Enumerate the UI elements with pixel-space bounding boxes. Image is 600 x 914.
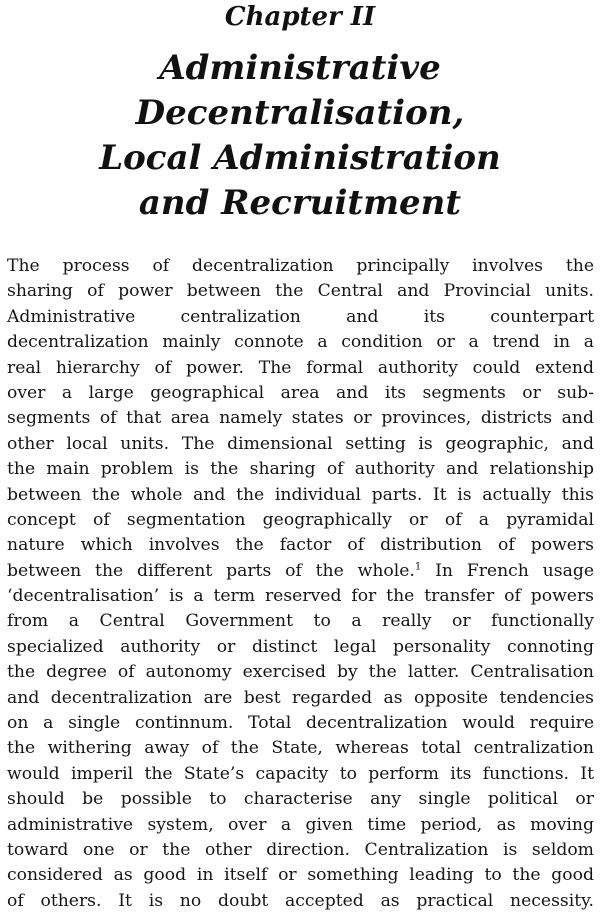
body-line: should be possible to characterise any single political or [7, 789, 594, 810]
body-line: the main problem is the sharing of authority and relationship [7, 459, 594, 480]
body-line: toward one or the other direction. Centralization is seldom [7, 839, 594, 860]
body-line: from a Central Government to a really or functionally [7, 611, 594, 632]
body-line: The process of decentralization principally involves the [7, 256, 594, 276]
body-line: Administrative centralization and its counterpart [7, 306, 594, 327]
chapter-title-line: Decentralisation, [135, 93, 465, 133]
body-line: and decentralization are best regarded as opposite tendencies [7, 687, 594, 708]
body-line: specialized authority or distinct legal personality connoting [7, 636, 594, 657]
body-line: real hierarchy of power. The formal authority could extend [7, 357, 594, 378]
chapter-label: Chapter II [224, 2, 376, 32]
body-line: decentralization mainly connote a condition or a trend in a [7, 332, 594, 353]
body-line: the withering away of the State, whereas total centralization [7, 738, 594, 759]
body-line: the degree of autonomy exercised by the latter. Centralisation [7, 662, 594, 683]
footnote-marker[interactable]: 1 [414, 560, 422, 572]
body-line-with-footnote [7, 559, 594, 584]
body-line: sharing of power between the Central and Provincial units. [7, 281, 594, 302]
chapter-title-line: and Recruitment [138, 183, 462, 223]
body-line: over a large geographical area and its segments or sub- [7, 382, 594, 403]
body-line: considered as good in itself or something leading to the good [7, 865, 594, 886]
chapter-title-line: Local Administration [99, 138, 501, 178]
body-line-text: In French usage [421, 560, 594, 581]
body-line: of others. It is no doubt accepted as practical necessity. [7, 890, 594, 911]
chapter-title-line: Administrative [159, 48, 441, 88]
body-line: would imperil the State’s capacity to perform its functions. It [7, 763, 594, 784]
body-line: ‘decentralisation’ is a term reserved for the transfer of powers [7, 586, 594, 607]
body-line: segments of that area namely states or provinces, districts and [7, 408, 594, 429]
body-line: concept of segmentation geographically or of a pyramidal [7, 509, 594, 530]
body-line: on a single continnum. Total decentralization would require [7, 713, 594, 734]
chapter-title [0, 46, 600, 226]
body-line: between the whole and the individual parts. It is actually this [7, 484, 594, 505]
body-paragraph [7, 254, 594, 914]
body-line: other local units. The dimensional setting is geographic, and [7, 433, 594, 454]
body-line: nature which involves the factor of distribution of powers [7, 535, 594, 556]
body-line: administrative system, over a given time period, as moving [7, 814, 594, 835]
body-line-text: between the different parts of the whole. [7, 560, 415, 581]
